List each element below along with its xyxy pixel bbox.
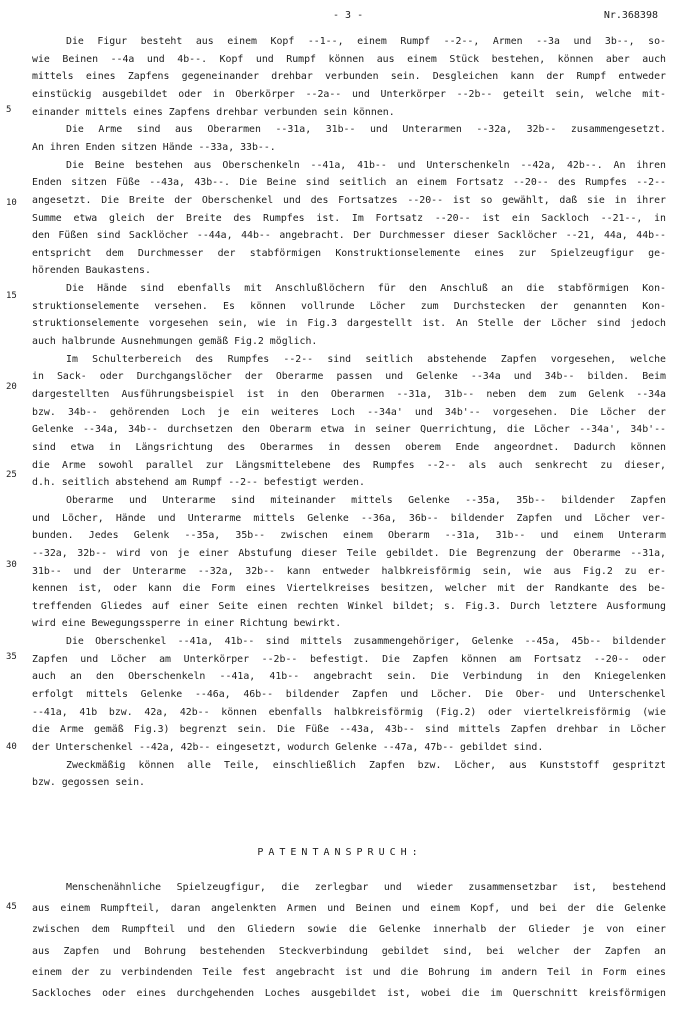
text-line: --41a, 41b bzw. 42a, 42b-- können ebenfalls halbkreisförmig (Fig.2) oder viertelkreisförmig (wie	[32, 706, 666, 718]
margin-line-number: 35	[6, 652, 17, 662]
text-line: Oberarme und Unterarme sind miteinander mittels Gelenke --35a, 35b-- bildender Zapfen	[66, 494, 666, 506]
text-line: einstückig ausgebildet oder in Oberkörper --2a-- und Unterkörper --2b-- geteilt sein, welche mit-	[32, 88, 666, 100]
text-line: sind etwa in Längsrichtung des Oberarmes in dessen oberem Ende angeordnet. Dadurch können	[32, 441, 666, 453]
text-line: den Füßen sind Sacklöcher --44a, 44b-- angebracht. Der Durchmesser dieser Sacklöcher --21, 44a, 44b--	[32, 230, 666, 242]
text-line: Zweckmäßig können alle Teile, einschließlich Zapfen bzw. Löcher, aus Kunststoff gespritzt	[66, 759, 666, 771]
text-line: wie Beinen --4a und 4b--. Kopf und Rumpf können aus einem Stück bestehen, können aber auch	[32, 53, 666, 65]
margin-line-number: 15	[6, 291, 17, 301]
text-line: aus Zapfen und Bohrung bestehenden Steckverbindung gebildet sind, bei welcher der Zapfen an	[32, 945, 666, 957]
text-line: struktionselemente versehen. Es können vollrunde Löcher zum Durchstecken der genannten Kon-	[32, 300, 666, 312]
text-line: aus einem Rumpfteil, daran angelenkten Armen und Beinen und einem Kopf, und bei der die Gelenke	[32, 903, 666, 915]
text-line: erfolgt mittels Gelenke --46a, 46b-- bildender Zapfen und Löcher. Die Ober- und Unterschenkel	[32, 689, 666, 701]
text-line: Enden sitzen Füße --43a, 43b--. Die Beine sind seitlich an einem Fortsatz --20-- des Rumpfes --2--	[32, 177, 666, 189]
margin-line-number: 10	[6, 198, 17, 208]
text-line: angesetzt. Die Breite der Oberschenkel und des Fortsatzes --20-- ist so gewählt, daß sie in ihrer	[32, 194, 666, 206]
margin-line-number: 5	[6, 105, 12, 115]
text-line: Die Hände sind ebenfalls mit Anschlußlöchern für den Anschluß an die stabförmigen Kon-	[66, 283, 666, 295]
text-line: zwischen dem Rumpfteil und den Gliedern sowie die Gelenke innerhalb der Glieder je von einer	[32, 924, 666, 936]
text-line: einem der zu verbindenden Teile fest angebracht ist und die Bohrung im andern Teil in Form eines	[32, 966, 666, 978]
text-line: Summe etwa gleich der Breite des Rumpfes ist. Im Fortsatz --20-- ist ein Sackloch --21--, in	[32, 212, 666, 224]
claims-heading: PATENTANSPRUCH:	[257, 847, 423, 858]
text-line: Die Arme sind aus Oberarmen --31a, 31b-- und Unterarmen --32a, 32b-- zusammengesetzt.	[66, 124, 666, 136]
text-line: hörenden Baukastens.	[32, 265, 151, 277]
text-line: auch an den Oberschenkeln --41a, 41b-- angebracht sein. Die Verbindung in den Kniegelenken	[32, 671, 666, 683]
text-line: Sackloches oder eines durchgehenden Loches ausgebildet ist, wobei die im Querschnitt kreisförmigen	[32, 988, 666, 999]
text-line: struktionselemente vorgesehen sein, wie in Fig.3 dargestellt ist. An Stelle der Löcher sind jedoch	[32, 318, 666, 330]
text-line: auch halbrunde Ausnehmungen gemäß Fig.2 möglich.	[32, 336, 318, 348]
text-line: Im Schulterbereich des Rumpfes --2-- sind seitlich abstehende Zapfen vorgesehen, welche	[66, 353, 666, 365]
margin-line-number: 30	[6, 560, 17, 570]
text-line: entspricht dem Durchmesser der stabförmigen Konstruktionselemente eines zur Spielzeugfigur ge-	[32, 247, 666, 259]
text-line: einander mittels eines Zapfens drehbar verbunden sein können.	[32, 106, 395, 118]
text-line: An ihren Enden sitzen Hände --33a, 33b--.	[32, 141, 276, 153]
text-line: 31b-- und der Unterarme --32a, 32b-- kann entweder halbkreisförmig sein, wie aus Fig.2 zu er-	[32, 565, 666, 577]
text-line: d.h. seitlich abstehend am Rumpf --2-- befestigt werden.	[32, 477, 365, 489]
text-line: Die Beine bestehen aus Oberschenkeln --41a, 41b-- und Unterschenkeln --42a, 42b--. An ihren	[66, 159, 666, 171]
text-line: und Löcher, Hände und Unterarme mittels Gelenke --36a, 36b-- bildender Zapfen und Löcher ver-	[32, 512, 666, 524]
text-line: Die Oberschenkel --41a, 41b-- sind mittels zusammengehöriger, Gelenke --45a, 45b-- bildender	[66, 636, 666, 648]
text-line: bzw. gegossen sein.	[32, 777, 145, 789]
margin-line-number: 25	[6, 470, 17, 480]
text-line: die Arme gemäß Fig.3) begrenzt sein. Die Füße --43a, 43b-- sind mittels Zapfen drehbar in Löcher	[32, 724, 666, 736]
text-line: Gelenke --34a, 34b-- durchsetzen den Oberarm etwa in seiner Querrichtung, die Löcher --34a', 34b'--	[32, 424, 666, 436]
text-line: der Unterschenkel --42a, 42b-- eingesetzt, wodurch Gelenke --47a, 47b-- gebildet sind.	[32, 742, 544, 753]
text-line: mittels eines Zapfens gegeneinander drehbar verbunden sein. Desgleichen kann der Rumpf entweder	[32, 71, 666, 83]
text-line: bzw. 34b-- gehörenden Loch je ein weiteres Loch --34a' und 34b'-- vorgesehen. Die Löcher der	[32, 406, 666, 418]
page-number: - 3 -	[333, 10, 364, 21]
margin-line-number: 45	[6, 902, 17, 912]
text-line: in Sack- oder Durchgangslöcher der Oberarme passen und Gelenke --34a und 34b-- bilden. Beim	[32, 371, 666, 383]
text-line: wird eine Bewegungssperre in einer Richtung bewirkt.	[32, 618, 342, 630]
patent-number: Nr.368398	[603, 10, 658, 21]
text-line: Zapfen und Löcher am Unterkörper --2b-- befestigt. Die Zapfen können am Fortsatz --20-- oder	[32, 653, 666, 665]
text-line: Menschenähnliche Spielzeugfigur, die zerlegbar und wieder zusammensetzbar ist, bestehend	[66, 882, 666, 893]
text-line: die Arme sowohl parallel zur Längsmittelebene des Rumpfes --2-- als auch senkrecht zu dieser,	[32, 459, 666, 471]
text-line: --32a, 32b-- wird von je einer Abstufung dieser Teile gebildet. Die Begrenzung der Oberarme --31a,	[32, 547, 666, 559]
page-header	[0, 10, 680, 24]
text-line: dargestellten Ausführungsbeispiel ist in den Oberarmen --31a, 31b-- neben dem zum Gelenk --34a	[32, 389, 666, 400]
text-line: kennen ist, oder kann die Form eines Viertelkreises besitzen, welcher mit der Randkante des be-	[32, 583, 666, 595]
margin-line-number: 40	[6, 742, 17, 752]
margin-line-number: 20	[6, 382, 17, 392]
text-line: treffenden Gliedes auf einer Seite einen rechten Winkel bildet; s. Fig.3. Durch letztere Ausformung	[32, 600, 666, 612]
text-line: bunden. Jedes Gelenk --35a, 35b-- zwischen einem Oberarm --31a, 31b-- und einem Unterarm	[32, 530, 666, 542]
text-line: Die Figur besteht aus einem Kopf --1--, einem Rumpf --2--, Armen --3a und 3b--, so-	[66, 36, 666, 47]
